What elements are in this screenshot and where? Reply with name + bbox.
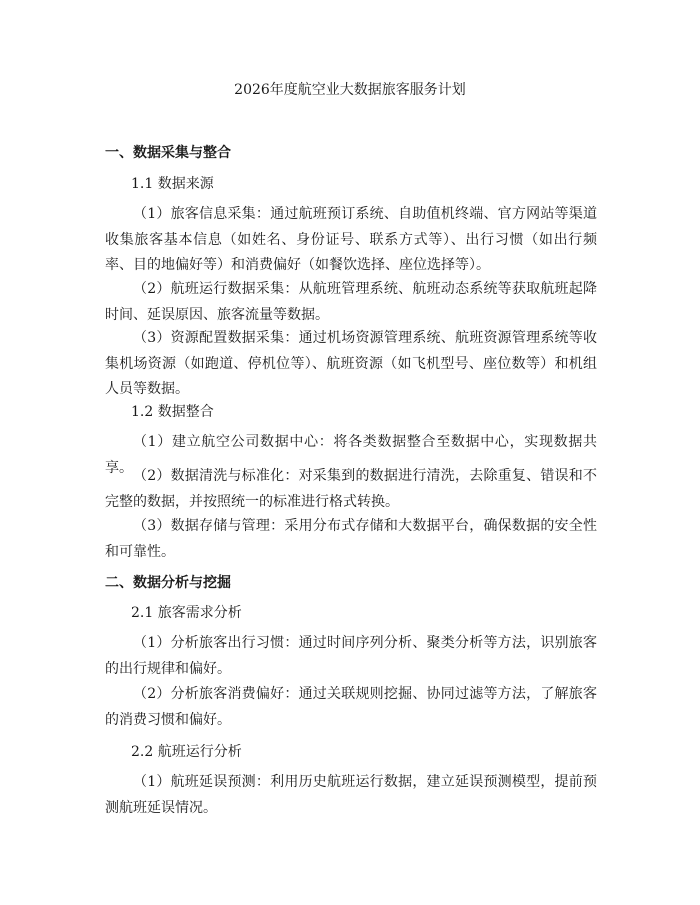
paragraph: （1）分析旅客出行习惯：通过时间序列分析、聚类分析等方法，识别旅客的出行规律和偏好。 — [105, 635, 597, 677]
section-heading-1: 一、数据采集与整合 — [105, 145, 231, 161]
subsection-heading-2-1: 2.1 旅客需求分析 — [131, 605, 242, 621]
subsection-heading-1-2: 1.2 数据整合 — [131, 404, 214, 420]
paragraph: （2）分析旅客消费偏好：通过关联规则挖掘、协同过滤等方法，了解旅客的消费习惯和偏好。 — [105, 686, 597, 728]
subsection-heading-1-1: 1.1 数据来源 — [131, 176, 214, 192]
paragraph: （3）资源配置数据采集：通过机场资源管理系统、航班资源管理系统等收集机场资源（如跑道、停机位等）、航班资源（如飞机型号、座位数等）和机组人员等数据。 — [105, 330, 597, 397]
paragraph: （2）数据清洗与标准化：对采集到的数据进行清洗，去除重复、错误和不完整的数据，并按照统一的标准进行格式转换。 — [105, 468, 597, 510]
paragraph: （1）旅客信息采集：通过航班预订系统、自助值机终端、官方网站等渠道收集旅客基本信息（如姓名、身份证号、联系方式等）、出行习惯（如出行频率、目的地偏好等）和消费偏好（如餐饮选择、座位选择等）。 — [105, 206, 597, 273]
paragraph: （1）建立航空公司数据中心：将各类数据整合至数据中心，实现数据共享。 — [105, 434, 597, 476]
paragraph: （2）航班运行数据采集：从航班管理系统、航班动态系统等获取航班起降时间、延误原因、旅客流量等数据。 — [105, 281, 597, 323]
document-title: 2026年度航空业大数据旅客服务计划 — [234, 82, 466, 98]
paragraph: （3）数据存储与管理：采用分布式存储和大数据平台，确保数据的安全性和可靠性。 — [105, 518, 597, 560]
paragraph: （1）航班延误预测：利用历史航班运行数据，建立延误预测模型，提前预测航班延误情况。 — [105, 774, 597, 816]
section-heading-2: 二、数据分析与挖掘 — [105, 575, 231, 591]
subsection-heading-2-2: 2.2 航班运行分析 — [131, 744, 242, 760]
